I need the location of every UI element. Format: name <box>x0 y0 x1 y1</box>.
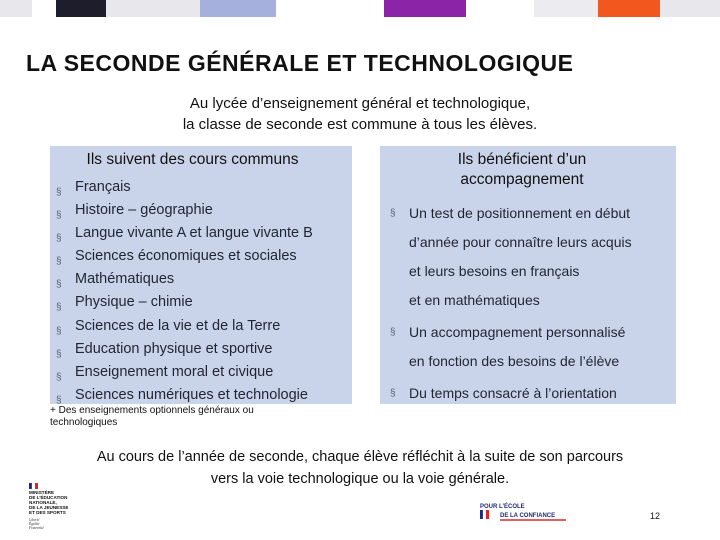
support-line: Un accompagnement personnalisé <box>409 324 626 340</box>
intro-line: Au lycée d’enseignement général et technologique, <box>189 95 531 112</box>
page-number: 12 <box>650 511 661 521</box>
bullet-icon: § <box>56 371 62 383</box>
course-label: Sciences numériques et technologie <box>75 386 308 403</box>
list-item <box>50 291 313 314</box>
support-line: et en mathématiques <box>409 292 540 308</box>
ecole-confiance-logo <box>476 496 576 528</box>
motto-line: Égalité <box>29 522 40 526</box>
common-courses-heading: Ils suivent des cours communs <box>86 151 299 168</box>
bullet-icon: § <box>56 233 62 245</box>
course-label: Français <box>75 179 131 195</box>
intro-text <box>0 93 720 135</box>
list-item <box>50 315 313 338</box>
bullet-icon: § <box>56 210 62 222</box>
common-courses-panel <box>50 146 352 404</box>
support-line: Du temps consacré à l’orientation <box>409 385 617 401</box>
bullet-icon: § <box>390 208 396 219</box>
list-item <box>388 199 632 315</box>
list-item <box>388 318 632 376</box>
bullet-icon: § <box>56 279 62 291</box>
marianne-icon <box>28 483 88 535</box>
common-courses-list <box>50 176 313 407</box>
support-line: en fonction des besoins de l’élève <box>409 353 620 369</box>
ministry-logo <box>28 483 88 535</box>
course-label: Langue vivante A et langue vivante B <box>75 225 313 242</box>
top-color-bar <box>0 0 720 18</box>
top-bar-segment <box>200 0 276 17</box>
bullet-icon: § <box>56 187 62 198</box>
list-item <box>50 384 313 407</box>
list-item <box>50 222 313 245</box>
ministry-line: ET DES SPORTS <box>29 510 66 515</box>
top-bar-segment <box>32 0 56 17</box>
top-bar-segment <box>276 0 384 17</box>
footnote-line: + Des enseignements optionnels généraux ou <box>50 405 254 416</box>
confiance-line: DE LA CONFIANCE <box>500 513 556 519</box>
top-bar-segment <box>0 0 32 17</box>
flag-blue <box>29 483 32 489</box>
intro-line: la classe de seconde est commune à tous les élèves. <box>182 116 538 133</box>
course-label: Histoire – géographie <box>75 202 213 219</box>
top-bar-segment <box>660 0 720 17</box>
conclusion-text <box>0 446 720 490</box>
list-item <box>50 176 313 199</box>
bullet-icon: § <box>390 327 396 338</box>
bullet-icon: § <box>56 348 62 360</box>
optional-courses-note <box>50 405 310 429</box>
confiance-mark-red <box>486 510 489 519</box>
footnote-line: technologiques <box>50 417 118 428</box>
top-bar-segment <box>466 0 534 17</box>
bullet-icon: § <box>56 302 62 314</box>
ministry-line: DE L’ÉDUCATION <box>29 495 68 500</box>
flag-red <box>35 483 38 489</box>
top-bar-segment <box>598 0 660 17</box>
list-item <box>50 361 313 384</box>
support-line: et leurs besoins en français <box>409 263 580 279</box>
motto-line: Fraternité <box>29 526 44 530</box>
course-label: Sciences économiques et sociales <box>75 248 297 265</box>
flag-white <box>32 483 35 489</box>
list-item <box>388 379 632 408</box>
top-bar-segment <box>56 0 106 17</box>
support-heading-line: Ils bénéficient d’un <box>457 151 587 168</box>
page-title: LA SECONDE GÉNÉRALE ET TECHNOLOGIQUE <box>26 50 574 76</box>
bullet-icon: § <box>56 256 62 268</box>
confiance-mark-white <box>483 510 486 519</box>
top-bar-segment <box>106 0 200 17</box>
confiance-icon <box>476 496 576 528</box>
confiance-mark-blue <box>480 510 483 519</box>
support-line: Un test de positionnement en début <box>409 205 631 221</box>
conclusion-line: Au cours de l’année de seconde, chaque élève réfléchit à la suite de son parcours <box>96 449 624 465</box>
support-heading-line: accompagnement <box>460 171 584 188</box>
support-list <box>388 199 632 408</box>
course-label: Enseignement moral et civique <box>75 363 274 380</box>
course-label: Sciences de la vie et de la Terre <box>75 317 281 334</box>
ministry-line: MINISTÈRE <box>29 490 55 495</box>
ministry-line: DE LA JEUNESSE <box>29 505 69 510</box>
bullet-icon: § <box>56 325 62 337</box>
course-label: Education physique et sportive <box>75 340 273 357</box>
support-heading <box>380 150 664 190</box>
motto-line: Liberté <box>29 518 40 522</box>
confiance-line: POUR L’ÉCOLE <box>480 504 525 510</box>
list-item <box>50 268 313 291</box>
list-item <box>50 338 313 361</box>
top-bar-segment <box>384 0 466 17</box>
support-line: d’année pour connaître leurs acquis <box>409 234 632 250</box>
bullet-icon: § <box>390 388 396 399</box>
list-item <box>50 199 313 222</box>
list-item <box>50 245 313 268</box>
bullet-icon: § <box>56 394 62 406</box>
course-label: Physique – chimie <box>75 294 193 311</box>
course-label: Mathématiques <box>75 271 175 288</box>
conclusion-line: vers la voie technologique ou la voie générale. <box>210 471 510 487</box>
support-panel <box>380 146 676 404</box>
ministry-line: NATIONALE, <box>29 500 57 505</box>
top-bar-segment <box>534 0 598 17</box>
